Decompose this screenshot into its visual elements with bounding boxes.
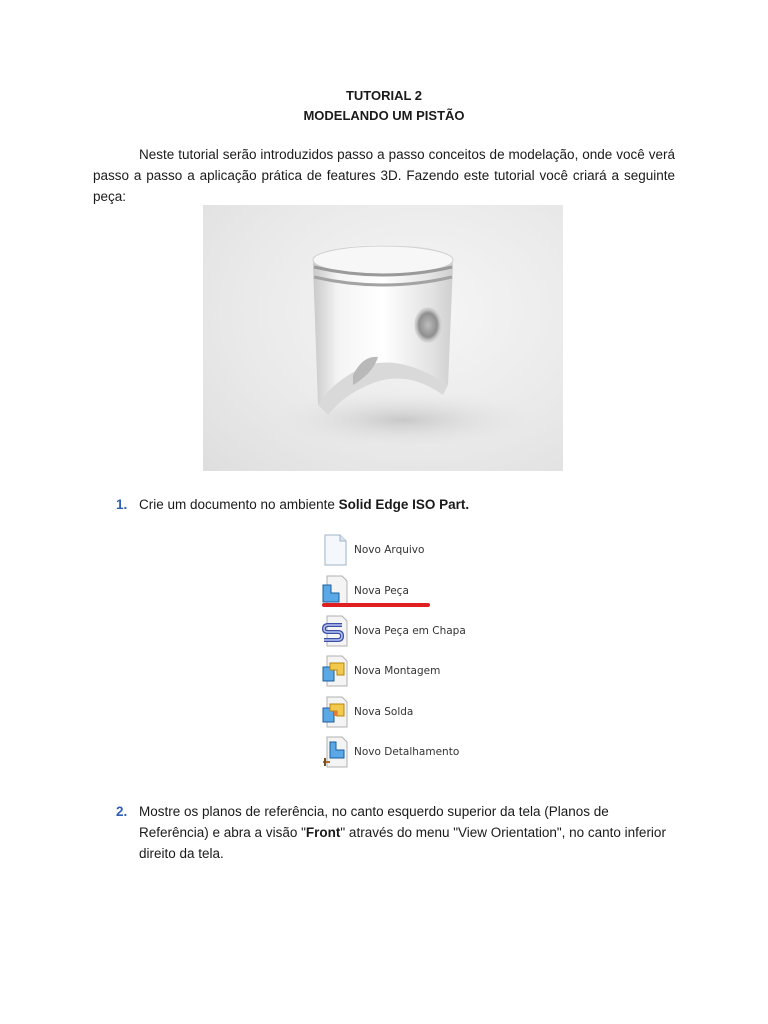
- tutorial-subtitle: MODELANDO UM PISTÃO: [303, 108, 465, 123]
- menu-item-novo-detalhamento[interactable]: [322, 735, 502, 769]
- menu-item-nova-solda[interactable]: [322, 695, 502, 729]
- step-text: Mostre os planos de referência, no canto esquerdo superior da tela (Planos de Referência) e abra a visão ": [139, 804, 609, 840]
- step-bold-text: Front: [305, 825, 341, 840]
- draft-document-icon: [322, 736, 348, 768]
- menu-item-label: Nova Montagem: [354, 665, 441, 677]
- step-text: Crie um documento no ambiente: [139, 497, 339, 512]
- menu-item-nova-montagem[interactable]: [322, 654, 502, 688]
- piston-illustration: [203, 205, 563, 471]
- highlight-underline: [322, 603, 430, 607]
- menu-item-label: Nova Solda: [354, 706, 414, 718]
- menu-item-nova-peca[interactable]: [322, 574, 502, 608]
- menu-item-label: Novo Arquivo: [354, 544, 425, 556]
- tutorial-title: TUTORIAL 2: [345, 88, 423, 103]
- step-2: [116, 801, 676, 864]
- piston-render-image: [203, 205, 563, 471]
- step-number: 1.: [116, 497, 128, 512]
- step-1: [116, 494, 676, 515]
- sheet-metal-document-icon: [322, 615, 348, 647]
- menu-item-label: Nova Peça em Chapa: [354, 625, 466, 637]
- menu-item-nova-peca-em-chapa[interactable]: [322, 614, 502, 648]
- menu-item-label: Novo Detalhamento: [354, 746, 460, 758]
- blank-document-icon: [322, 534, 348, 566]
- weldment-document-icon: [322, 696, 348, 728]
- assembly-document-icon: [322, 655, 348, 687]
- menu-item-label: Nova Peça: [354, 585, 409, 597]
- intro-paragraph: Neste tutorial serão introduzidos passo a passo conceitos de modelação, onde você verá passo a passo a aplicação prática de features 3D. Fazendo este tutorial você criará a seguinte peça:: [93, 147, 675, 204]
- step-text-after: " através do menu "View Orientation", no canto inferior direito da tela.: [139, 825, 666, 861]
- step-number: 2.: [116, 804, 128, 819]
- step-bold-text: Solid Edge ISO Part.: [338, 497, 470, 512]
- menu-item-novo-arquivo[interactable]: [322, 533, 502, 567]
